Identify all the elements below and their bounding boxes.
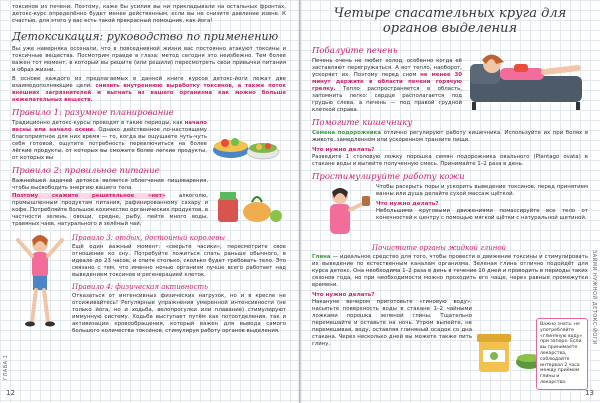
paragraph-1: Вы уже наверняка осознали, что в повседневной жизни вас постоянно атакуют токсины и токсичные вещества. Посмотрим правде в глаза: метод сегодня это неизбежно. Тем более важен тот момент, в который вы решите (или решили) пересмотреть свои привычки питания и образ жизни. xyxy=(12,46,286,73)
brush-massage-icon xyxy=(312,184,372,240)
skin-instruction: Небольшими круговыми движениями помассируйте все тело от конечностей к центру с помощью мягкой щётки с натуральной щетиной. xyxy=(376,208,588,221)
section-liver-title: Побалуйте печень xyxy=(312,46,398,56)
important-note-callout: Важно знать: не употребляйте «глиняную воду» при запоре. Если вы принимаете лекарства, соблюдайте интервал 2 часа между приёмом глины и лекарства. xyxy=(536,318,588,390)
skin-question: Что нужно делать? xyxy=(376,201,439,207)
paragraph-2: В основе каждого из предлагаемых в данной книге курсов детокс-йоги лежат две взаимодополняющие цели: снизить внутреннюю выработку токсинов, а также поток внешних загрязнителей и выгнать из вашего организма как можно больше нежелательных веществ. xyxy=(12,76,286,103)
page-number-left: 12 xyxy=(6,389,15,397)
clay-jar-illustration xyxy=(475,330,515,378)
section-clay-text: Глина — идеальное средство для того, чтобы провести в движение токсины и стимулировать их выведение по естественным каналам организма. Зеленая глина отлично подойдёт для курса детокс. Она необходима 1–2 раза в день в течение 10 дней и проводить в периоды таких сезонов года, но при необходимости можно проходить его чаще, через равные промежутки времени. xyxy=(312,254,588,288)
left-page-content xyxy=(12,4,286,335)
rule-3-text: Ещё один важный момент: «сверьте часики», пересмотрите свое отношение ко сну. Потребуйте ложиться спать раньше обычного, в идеале до 23 часов, и спите столько, сколько будет требовать тело. Это связано с тем, что именно ночью организм лучше всего работает над выведением токсинов и регенерацией клеток. xyxy=(72,244,286,278)
rule-4-title: Правило 4: физическая активность xyxy=(72,283,208,291)
section-liver-text: Печень очень не любит холод, особенно когда её заставляют перегружаться. А вот тепло, наоборот, ускоряет их. Поэтому перед сном не менее 30 минут держите в области печени горячую грелку. Тепло распространяется в область, запомнить легко: сердце располагается под грудью слева, а печень — под правой грудной клеткой справа. xyxy=(312,58,462,113)
section-intestine-text: Семена подорожника отлично регулируют работу кишечника. Используйте их при болях в животе, замедленном или ускоренном транзите пищи. xyxy=(312,130,588,143)
rule-2-title: Правило 2: правильное питание xyxy=(12,166,160,176)
rule-3-title: Правило 3: отдых, достойный королевы xyxy=(72,234,226,242)
salad-bowl-icon xyxy=(211,120,283,162)
woman-brushing-illustration xyxy=(312,184,372,240)
book-side-label: ЗАЙМИ НУЖНОЙ ДЕТОКС-ЙОГИ xyxy=(591,250,597,345)
section-intestine-title: Помогите кишечнику xyxy=(312,118,413,128)
rule-2-text: Важнейшей задачей детокса является облегчение пищеварения, чтобы высвободить энергию вашего тела. xyxy=(12,178,208,191)
woman-resting-illustration xyxy=(466,42,586,112)
intro-paragraph: токсинов из печени. Поэтому, каже бы усилия вы ни прикладывали на остальных фронтах, детокс-курс определённо будет менее действенным, если вы не снизите давление извне. К счастью, для этого у вас есть такой прекрасный помощник, как йога! xyxy=(12,4,286,24)
right-page-title: Четыре спасательных круга для органов выделения xyxy=(333,6,567,36)
right-page xyxy=(300,0,600,403)
rule-2-text-b: Поэтому скажите решительное «нет» алкоголю, промышленным продуктам питания, рафинированному сахару и кофе. Потребляйте большое количество органических продуктов, в частности зелень, овощи, средне, рыбу, пейте много воды, травяных чаев, натурального и зелёный чай. xyxy=(12,193,208,227)
section-skin-text: Чтобы раскрыть поры и ускорить выведение токсинов, перед принятием ванны или душа делайте сухой массаж щёткой. xyxy=(376,184,588,197)
clay-jar-icon xyxy=(475,330,515,374)
section-clay-title: Почистите органы жидкой глиной xyxy=(372,244,507,252)
woman-on-sofa-icon xyxy=(466,42,586,112)
chapter-side-label: ГЛАВА 1 xyxy=(3,354,9,380)
rule-4-text: Отказаться от интенсивных физических нагрузок, но и в кресле не отсиживайтесь! Регулярные упражнения умеренной интенсивности (не только йога, но и ходьба, велопрогулки или плавание) стимулируют иммунную систему. Ходьба выступает путём как потоотделения, так и активизации кровообращения, который важен для вывода самого большого количества токсинов, стимулируя работу органов выделения. xyxy=(72,293,286,334)
book-fold xyxy=(297,0,303,403)
rule-1-text: Традиционно детокс-курсы проводят в такие периоды, как начало весны или начало осени. Однако действенное по-настоящему благоприятное для них время — то, когда вы ощущаете чуть-чуть себя готовой, ощутите потребность перевлючиться на более лёгкие продукты, от которых вы сможете более легкие продукты, от которых вы xyxy=(12,120,208,161)
page-number-right: 13 xyxy=(585,389,594,397)
clay-question: Что нужно делать? xyxy=(312,292,375,298)
intestine-instruction: Разведите 1 столовую ложку порошка семян подорожника овального (Plantago ovata) в стакане воды и выпейте полученную смесь. Принимайте 1–2 раза в день. xyxy=(312,154,588,167)
vegetables-icon xyxy=(212,178,284,226)
right-page-content xyxy=(312,4,588,348)
healthy-food-illustration xyxy=(212,178,284,226)
woman-figure-icon xyxy=(12,230,68,330)
section-skin-title: Простимулируйте работу кожи xyxy=(312,172,465,182)
food-bowls-illustration xyxy=(211,120,283,162)
section-title: Детоксикация: руководство по применению xyxy=(12,30,279,43)
woman-stretching-illustration xyxy=(12,230,68,330)
intestine-question: Что нужно делать? xyxy=(312,147,375,153)
rule-1-title: Правило 1: разумное планирование xyxy=(12,108,174,118)
clay-instruction: Накануне вечером приготовьте «гиновую воду»: насыпьте поверхность воды в стакане 1–2 чайными ложками порошка зеленой глины. Тщательно перемешайте и оставьте на ночь. Утром выпейте, не перемешивая, воду, оставляя глиняный осадок со дна стакана. Через несколько дней вы можете также пить глину. xyxy=(312,299,472,347)
